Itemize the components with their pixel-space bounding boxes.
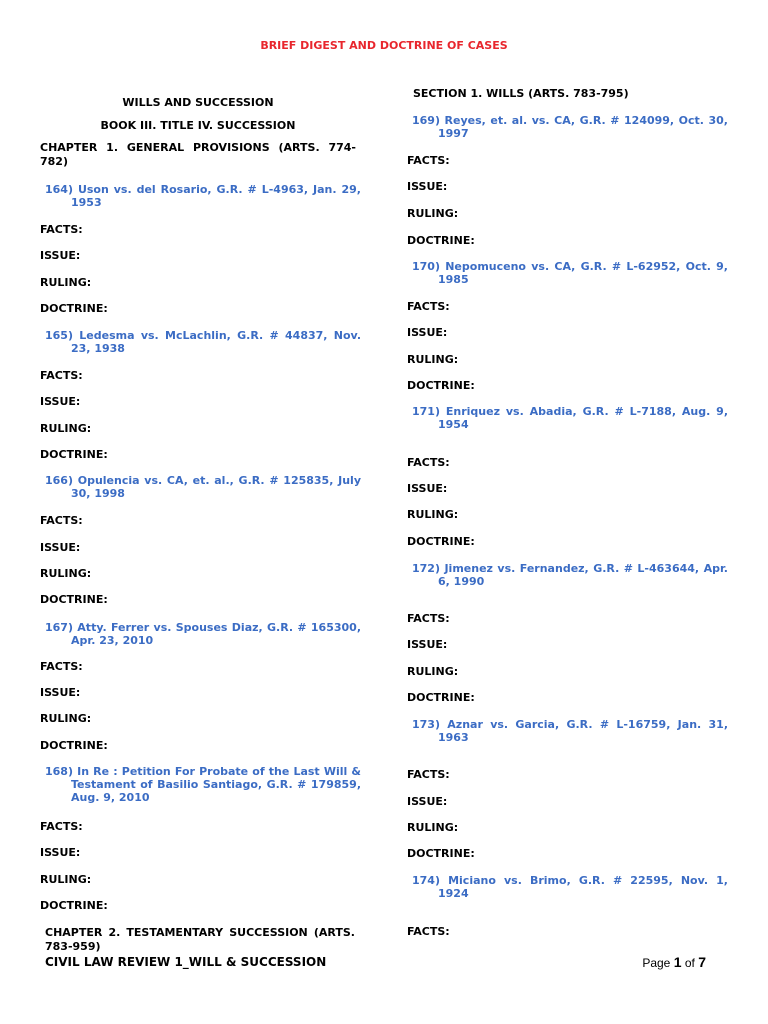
case-167-link[interactable]: 167) Atty. Ferrer vs. Spouses Diaz, G.R. # 165300, Apr. 23, 2010: [45, 621, 361, 647]
ruling-label: RULING:: [407, 508, 459, 521]
doctrine-label: DOCTRINE:: [407, 535, 475, 548]
facts-label: FACTS:: [40, 820, 83, 833]
page-word: Page: [642, 956, 671, 970]
case-168-link[interactable]: 168) In Re : Petition For Probate of the Last Will & Testament of Basilio Santiago, G.R. # 179859, Aug. 9, 2010: [45, 765, 361, 804]
case-165-link[interactable]: 165) Ledesma vs. McLachlin, G.R. # 44837, Nov. 23, 1938: [45, 329, 361, 355]
ruling-label: RULING:: [407, 353, 459, 366]
facts-label: FACTS:: [407, 612, 450, 625]
footer-document-title: CIVIL LAW REVIEW 1_WILL & SUCCESSION: [45, 955, 327, 969]
page-current: 1: [673, 954, 682, 970]
doctrine-label: DOCTRINE:: [407, 847, 475, 860]
chapter-2-heading: CHAPTER 2. TESTAMENTARY SUCCESSION (ARTS. 783-959): [45, 926, 355, 953]
facts-label: FACTS:: [407, 300, 450, 313]
issue-label: ISSUE:: [407, 638, 448, 651]
doctrine-label: DOCTRINE:: [40, 899, 108, 912]
case-170-link[interactable]: 170) Nepomuceno vs. CA, G.R. # L-62952, Oct. 9, 1985: [412, 260, 728, 286]
ruling-label: RULING:: [40, 422, 92, 435]
facts-label: FACTS:: [407, 456, 450, 469]
facts-label: FACTS:: [40, 369, 83, 382]
ruling-label: RULING:: [40, 567, 92, 580]
facts-label: FACTS:: [40, 223, 83, 236]
issue-label: ISSUE:: [40, 686, 81, 699]
issue-label: ISSUE:: [40, 395, 81, 408]
doctrine-label: DOCTRINE:: [40, 739, 108, 752]
chapter-1-heading: CHAPTER 1. GENERAL PROVISIONS (ARTS. 774-782): [40, 141, 356, 168]
facts-label: FACTS:: [407, 154, 450, 167]
issue-label: ISSUE:: [407, 180, 448, 193]
doctrine-label: DOCTRINE:: [40, 448, 108, 461]
issue-label: ISSUE:: [40, 846, 81, 859]
of-word: of: [684, 956, 695, 970]
case-173-link[interactable]: 173) Aznar vs. Garcia, G.R. # L-16759, Jan. 31, 1963: [412, 718, 728, 744]
facts-label: FACTS:: [40, 660, 83, 673]
issue-label: ISSUE:: [40, 249, 81, 262]
doctrine-label: DOCTRINE:: [407, 379, 475, 392]
case-164-link[interactable]: 164) Uson vs. del Rosario, G.R. # L-4963, Jan. 29, 1953: [45, 183, 361, 209]
case-166-link[interactable]: 166) Opulencia vs. CA, et. al., G.R. # 125835, July 30, 1998: [45, 474, 361, 500]
case-174-link[interactable]: 174) Miciano vs. Brimo, G.R. # 22595, Nov. 1, 1924: [412, 874, 728, 900]
ruling-label: RULING:: [40, 873, 92, 886]
doctrine-label: DOCTRINE:: [407, 691, 475, 704]
issue-label: ISSUE:: [40, 541, 81, 554]
doctrine-label: DOCTRINE:: [407, 234, 475, 247]
section-1-heading: SECTION 1. WILLS (ARTS. 783-795): [413, 87, 629, 100]
doctrine-label: DOCTRINE:: [40, 302, 108, 315]
footer-page-number: [642, 954, 706, 970]
case-171-link[interactable]: 171) Enriquez vs. Abadia, G.R. # L-7188, Aug. 9, 1954: [412, 405, 728, 431]
case-169-link[interactable]: 169) Reyes, et. al. vs. CA, G.R. # 124099, Oct. 30, 1997: [412, 114, 728, 140]
facts-label: FACTS:: [407, 768, 450, 781]
ruling-label: RULING:: [40, 712, 92, 725]
ruling-label: RULING:: [407, 207, 459, 220]
ruling-label: RULING:: [40, 276, 92, 289]
page-total: 7: [698, 954, 706, 970]
issue-label: ISSUE:: [407, 795, 448, 808]
heading-book-title: BOOK III. TITLE IV. SUCCESSION: [100, 119, 296, 132]
ruling-label: RULING:: [407, 665, 459, 678]
heading-wills-succession: WILLS AND SUCCESSION: [122, 96, 274, 109]
doctrine-label: DOCTRINE:: [40, 593, 108, 606]
ruling-label: RULING:: [407, 821, 459, 834]
facts-label: FACTS:: [40, 514, 83, 527]
case-172-link[interactable]: 172) Jimenez vs. Fernandez, G.R. # L-463644, Apr. 6, 1990: [412, 562, 728, 588]
issue-label: ISSUE:: [407, 326, 448, 339]
facts-label: FACTS:: [407, 925, 450, 938]
issue-label: ISSUE:: [407, 482, 448, 495]
page-title: BRIEF DIGEST AND DOCTRINE OF CASES: [260, 39, 508, 52]
